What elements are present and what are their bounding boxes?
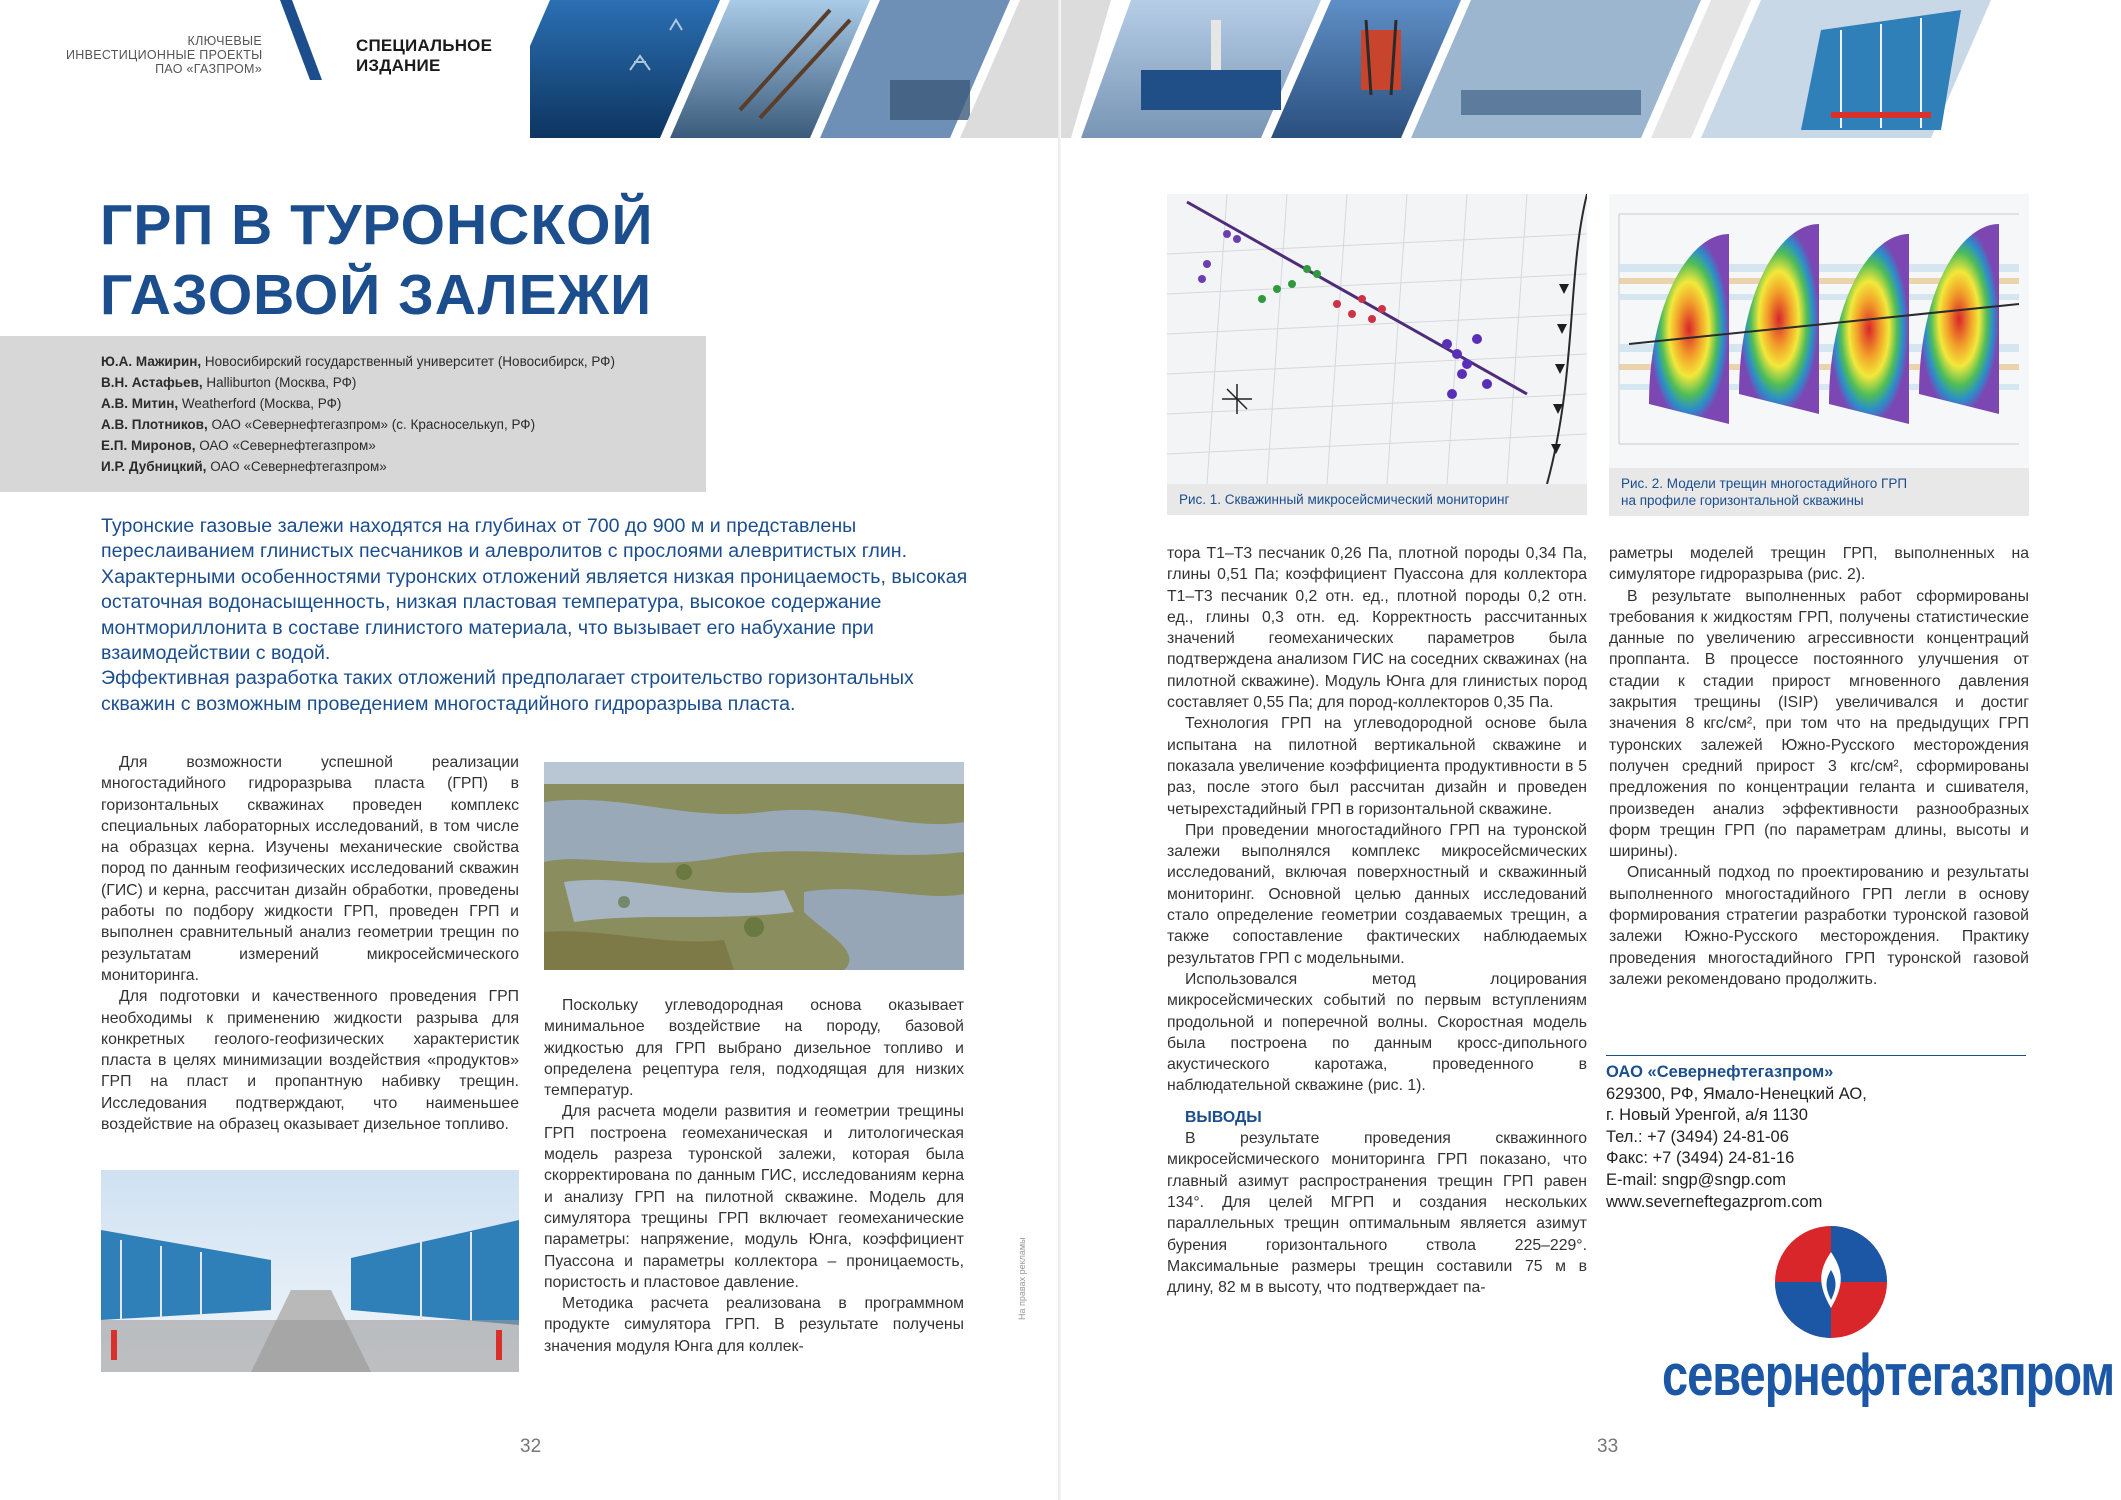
figure2-fracture-models [1609,194,2029,468]
body-column-3 [1167,543,1587,1298]
caption-line: Рис. 2. Модели трещин многостадийного ГРП [1621,476,1908,491]
author-item [101,351,706,372]
kicker [66,34,262,76]
author-name: Е.П. Миронов, [101,438,196,453]
figure1-microseismic-plot [1167,194,1587,484]
author-item [101,393,706,414]
lead-text: Эффективная разработка таких отложений предполагает строительство горизонтальных скважин с возможным проведением многостадийного гидроразрыва пласта. [101,667,914,715]
contact-line: г. Новый Уренгой, а/я 1130 [1606,1106,1808,1125]
author-name: А.В. Митин, [101,396,179,411]
author-name: Ю.А. Мажирин, [101,354,202,369]
figure1-caption: Рис. 1. Скважинный микросейсмический мониторинг [1167,484,1587,515]
kicker-line: КЛЮЧЕВЫЕ [187,34,262,48]
author-name: А.В. Плотников, [101,417,208,432]
contact-block [1606,1055,2026,1213]
body-paragraph: Методика расчета реализована в программном продукте симулятора ГРП. В результате получены значения модуля Юнга для коллек- [544,1295,964,1355]
body-paragraph: В результате выполненных работ сформированы требования к жидкостям ГРП, получены статистические данные по увеличению агрессивности концентраций проппанта. В процессе постоянного улучшения от стадии к стадии прирост мгновенного давления закрытия трещины (ISIP) увеличивался и достиг значения 8 кгс/см², при том что на предыдущих ГРП туронских залежей Южно-Русского месторождения получен средний прирост 3 кгс/см², сформированы предложения по концентрации геланта и сшивателя, произведен анализ эффективности разнообразных форм трещин ГРП (по параметрам длины, высоты и ширины). [1609,587,2029,861]
author-item [101,435,706,456]
figure2-caption [1609,468,2029,516]
body-paragraph: Использовался метод лоцирования микросейсмических событий по первым вступлениям продольной и поперечной волны. Скоростная модель была построена по данным кросс-дипольного акустического каротажа, проведенного в наблюдательной скважине (рис. 1). [1167,970,1587,1095]
author-affiliation: ОАО «Севернефтегазпром» (с. Красноселькуп, РФ) [207,417,536,432]
header-photo-strip [530,0,1060,138]
contact-website[interactable]: www.severneftegazprom.com [1606,1192,1823,1211]
author-affiliation: Weatherford (Москва, РФ) [178,396,342,411]
gas-facility-photo [101,1170,519,1372]
body-paragraph: раметры моделей трещин ГРП, выполненных на симуляторе гидроразрыва (рис. 2). [1609,545,2029,584]
authors-band [0,336,706,492]
author-item [101,414,706,435]
body-paragraph: При проведении многостадийного ГРП на туронской залежи выполнялся комплекс микросейсмических исследований, включая поверхностный и скважинный мониторинг. Основной целью данных исследований стало определение геометрии создаваемых трещин, а также сопоставление фактических наблюдаемых результатов ГРП с модельными. [1167,821,1587,967]
body-paragraph: Поскольку углеводородная основа оказывает минимальное воздействие на породу, базовой жидкостью для ГРП выбрано дизельное топливо и определена рецептура геля, подходящая для низких температур. [544,997,964,1100]
special-edition-label [356,36,492,76]
company-logo-emblem-icon [1771,1222,1891,1342]
contact-org: ОАО «Севернефтегазпром» [1606,1063,1834,1081]
body-column-1 [101,752,519,1135]
author-name: И.Р. Дубницкий, [101,459,207,474]
caption-line: на профиле горизонтальной скважины [1621,493,1864,508]
special-line: СПЕЦИАЛЬНОЕ [356,36,493,55]
left-page [0,0,1060,1500]
kicker-line: ПАО «ГАЗПРОМ» [155,62,262,76]
contact-phone: Тел.: +7 (3494) 24-81-06 [1606,1127,1789,1146]
body-paragraph: тора Т1–Т3 песчаник 0,26 Па, плотной породы 0,34 Па, глины 0,51 Па; коэффициент Пуассона для коллектора Т1–Т3 песчаник 0,2 отн. ед., плотной породы 0,2 отн. ед., глины 0,3 отн. ед. Корректность рассчитанных значений геомеханических параметров была подтверждена анализом ГИС на соседних скважинах (на пилотной скважине). Модуль Юнга для глинистых пород составляет 0,55 Па; для пород-коллекторов 0,35 Па. [1167,545,1587,712]
body-paragraph: Для расчета модели развития и геометрии трещины ГРП построена геомеханическая и литологическая модель разреза туронской залежи, которая была скорректирована по данным ГИС, исследованиям керна и анализу ГРП на пилотной скважине. Модель для симулятора трещины ГРП включает геомеханические параметры: напряжение, модуль Юнга, коэффициент Пуассона и параметры коллектора – проницаемость, пористость и пластовое давление. [544,1103,964,1291]
lead-paragraph [101,514,991,717]
page-number-left: 32 [520,1436,542,1457]
author-affiliation: Новосибирский государственный университет (Новосибирск, РФ) [201,354,615,369]
author-name: В.Н. Астафьев, [101,375,203,390]
author-affiliation: ОАО «Севернефтегазпром» [195,438,376,453]
body-paragraph: Описанный подход по проектированию и результаты выполненного многостадийного ГРП легли в основу формирования стратегии разработки туронской газовой залежи Южно-Русского месторождения. Практику проведения многостадийного ГРП туронской газовой залежи рекомендовано продолжить. [1609,864,2029,988]
header-slash-graphic [280,0,322,80]
lead-text: Туронские газовые залежи находятся на глубинах от 700 до 900 м и представлены переслаиванием глинистых песчаников и алевролитов с прослоями алевритистых глин. Характерными особенностями туронских отложений является низкая проницаемость, высокая остаточная водонасыщенность, низкая пластовая температура, высокое содержание монтмориллонита в составе глинистого материала, что вызывает его набухание при взаимодействии с водой. [101,515,968,665]
author-affiliation: ОАО «Севернефтегазпром» [206,459,387,474]
right-page [1061,0,2121,1500]
page-number-right: 33 [1597,1436,1619,1457]
header-photo-strip [1061,0,2121,138]
title-line: ГАЗОВОЙ ЗАЛЕЖИ [100,263,653,327]
author-affiliation: Halliburton (Москва, РФ) [202,375,357,390]
article-title [100,190,653,330]
body-paragraph: Технология ГРП на углеводородной основе была испытана на пилотной вертикальной скважине и показала увеличение коэффициента продуктивности в 5 раз, после этого был рассчитан дизайн и проведен четырехстадийный ГРП в горизонтальной скважине. [1167,715,1587,818]
contact-email[interactable]: E-mail: sngp@sngp.com [1606,1170,1786,1189]
kicker-line: ИНВЕСТИЦИОННЫЕ ПРОЕКТЫ [66,48,263,62]
author-item [101,456,706,477]
tundra-aerial-photo [544,762,964,970]
author-item [101,372,706,393]
contact-line: 629300, РФ, Ямало-Ненецкий АО, [1606,1084,1867,1103]
conclusions-heading: ВЫВОДЫ [1185,1108,1262,1126]
title-line: ГРП В ТУРОНСКОЙ [100,193,654,257]
body-paragraph: В результате проведения скважинного микросейсмического мониторинга ГРП показано, что главный азимут распространения трещин ГРП равен 134°. Для целей МГРП и создания нескольких параллельных трещин оптимальным является азимут бурения горизонтального ствола 225–229°. Максимальные размеры трещин составили 75 м в длину, 82 м в высоту, что подтверждает па- [1167,1130,1587,1297]
advertising-note: На правах рекламы [1017,1237,1027,1320]
contact-fax: Факс: +7 (3494) 24-81-16 [1606,1149,1795,1168]
body-column-4 [1609,543,2029,990]
special-line: ИЗДАНИЕ [356,56,441,75]
company-logo-wordmark: севернефтегазпром [1662,1341,2115,1408]
body-paragraph: Для подготовки и качественного проведения ГРП необходимы к применению жидкости разрыва для конкретных геолого-геофизических характеристик пласта в целях минимизации воздействия «продуктов» ГРП на пласт и пропантную набивку трещин. Исследования подтверждают, что наименьшее воздействие на образец оказывает дизельное топливо. [101,988,519,1134]
body-column-2 [544,995,964,1357]
body-paragraph: Для возможности успешной реализации многостадийного гидроразрыва пласта (ГРП) в горизонтальных скважинах проведен комплекс специальных лабораторных исследований, в том числе на образцах керна. Изучены механические свойства пород по данным геофизических исследований скважин (ГИС) и керна, рассчитан дизайн обработки, проведены работы по подбору жидкости ГРП, проведен ГРП и выполнен сравнительный анализ геометрии трещин по результатам измерений микросейсмического мониторинга. [101,754,519,984]
